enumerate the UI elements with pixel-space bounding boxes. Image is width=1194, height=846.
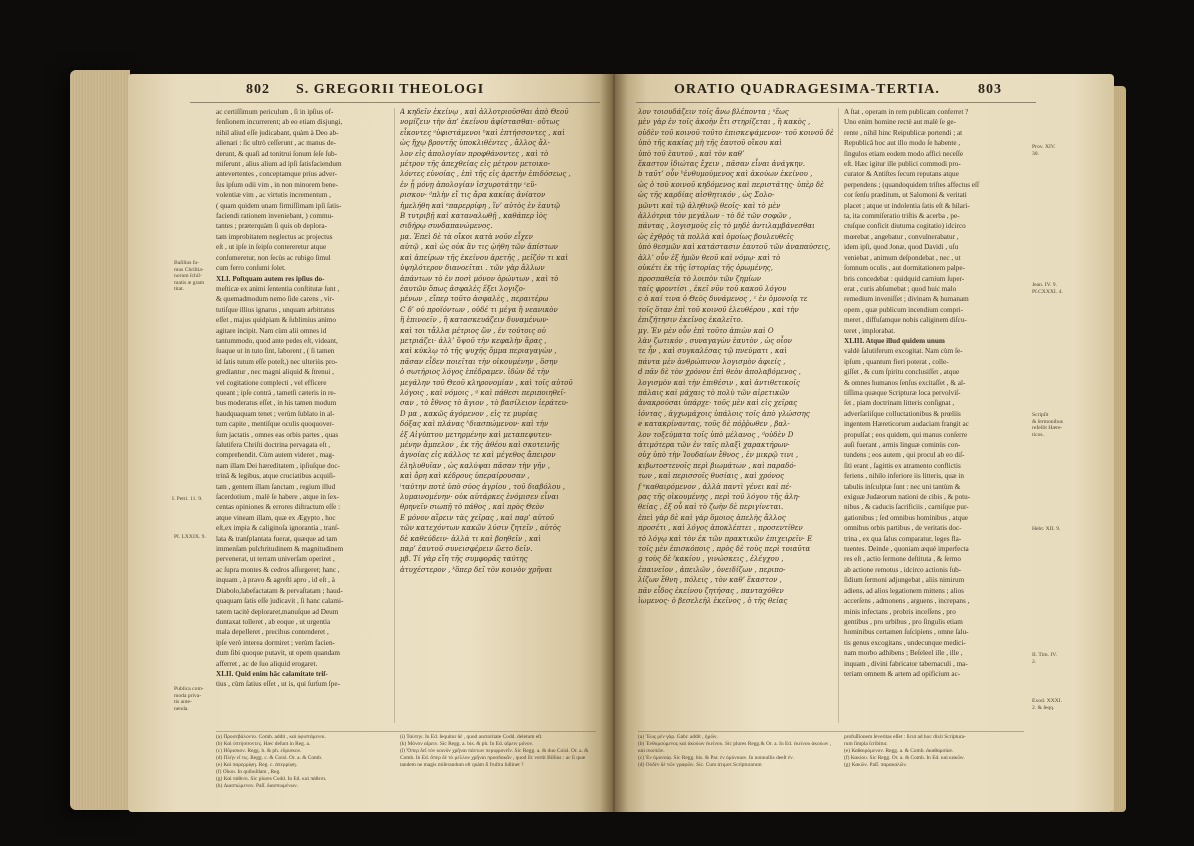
text-line: προσπαθεία τὸ λοιπὸν τῶν ζημίων — [638, 274, 762, 283]
column-divider-left — [394, 108, 395, 723]
text-line: τοῖς ὅταν ἐπὶ τοῦ κοινοῦ ἐλευθέρου , καὶ τὴν — [638, 305, 799, 314]
footnote-line: profuſſionem ſeveritas eſſet : ſicut ad hoc dixit Scriptura- — [844, 734, 966, 740]
text-line: σαν , τὸ ἔθνος τὸ ἅγιον , τὸ βασίλειον ἱεράτευ- — [400, 399, 569, 408]
text-line: ac ſupra montes & cedros aſſurgeret; hanc , — [216, 565, 340, 574]
text-line: E μόνον αἴρειν τὰς χεῖρας , καὶ παρ’ αὐτοῦ — [400, 513, 555, 522]
text-line: meret , diffuſamque nobis caliginem diſcu- — [844, 316, 967, 325]
text-line: ἁπάντων τὸ ἐν ποσὶ μόνον ὁρώντων , καὶ τὸ — [400, 274, 559, 283]
text-line: ὡς ἐχθρὸς τὰ πολλὰ καὶ ὁμοίως βουλευθεῖς — [638, 232, 794, 241]
text-line: agitare incipit. Nam cùm alii omnes id — [216, 326, 327, 335]
text-line: ἐπιζήτησιν ἐκεῖνος ἐκαλεῖτο. — [638, 316, 743, 325]
text-line: tam improbitatem neglectus ac projectus — [216, 232, 333, 241]
text-line: remedium inveniſſet ; divinam & humanam — [844, 295, 969, 304]
text-line: vel cogitatione complecti , vel efficere — [216, 378, 327, 387]
text-line: ⁱταύτην ποτὲ ὑπὸ σύος ἀγρίου , τοῦ διαβόλου , — [400, 482, 565, 491]
text-line: ſus ipſum odii vim , in non minorem bene- — [216, 180, 338, 189]
text-line: nam illam Dei hæreditatem , ipſiuſque doc- — [216, 461, 340, 470]
text-line: placet ; atque ut indolentia ſatis eſt & hilari- — [844, 201, 970, 210]
text-line: ἐπαινεῖον , ἀπειλῶν , ὀνειδίζων , περιπο- — [638, 565, 786, 574]
text-line: atque vineam illam, quæ ex Ægypto , hoc — [216, 513, 336, 522]
text-line: θείας , ἐξ οὗ καὶ τὸ ζωὴν δὲ περιγίνεται. — [638, 503, 784, 512]
text-line: tutiſque illius ignarus , unquam arbitratus — [216, 305, 335, 314]
text-line: gentibus , pro urbibus , pro ſingulis etiam — [844, 617, 963, 626]
text-line: bris concedebat : quidquid carnium ſuper- — [844, 274, 965, 283]
margin-note-hebr: Hebr. XII. 9. — [1032, 526, 1061, 532]
right-running-head: ORATIO QUADRAGESIMA-TERTIA. — [674, 82, 940, 97]
text-line: A ſtat , operam in rem publicam conferret ? — [844, 108, 969, 116]
text-line: πάντα μὲν ἀνθρώπινον λογισμὸν ἀφιείς , — [638, 357, 786, 366]
footnote-line: (g) Κακῶν. Paſſ. παρακαλῶν. — [844, 762, 908, 768]
text-line: ctuſque conficit diuturna cogitatio) idcirco — [844, 222, 966, 231]
text-line: πάλαις καὶ μάχαις τὸ πολὺ τῶν αἱρετικῶν — [638, 388, 790, 397]
text-line: erat , curis abſumebat ; quod huic malo — [844, 284, 957, 293]
text-line: μὲν γὰρ ἐν τοῖς ἀκοὴν ἔτι στηρίζεται , ἢ κακὸς , — [638, 118, 811, 127]
text-line: d πᾶν δὲ τὸν χρόνον ἐπὶ θεὸν ἀπολαβόμενος , — [638, 368, 801, 377]
text-line: ὑπὸ θεσμῶν καὶ κατάστασιν ἑαυτοῦ τῶν ἀναπαύσεις, — [638, 243, 831, 252]
text-line: ὑπὸ τοῦ ἑαυτοῦ , καὶ τὸν καθ’ — [638, 149, 745, 158]
text-line: A κηδεῖν ἐκείνῳ , καὶ ἀλλοτριοῦσθαι ἀπὸ Θεοῦ — [400, 108, 569, 116]
footnote-line: (c) Ἐν ὁμονοίᾳ. Sic Regg. bis. & Par. ἐν ὁμόνοιαν. In nonnullis deeſt ἐν. — [638, 755, 794, 761]
text-line: rente , nihil hinc Reipublicæ portendi ; at — [844, 128, 963, 137]
text-line: ſuaque ut in tuto ſint, laborent , ( ſi tamen — [216, 347, 335, 356]
text-line: comprehendit. Cùm autem videret , mag- — [216, 451, 335, 460]
text-line: bus moderatus eſſet , in his tamen modum — [216, 399, 337, 408]
text-line: tum capite , mentiſque oculis quoquover- — [216, 420, 335, 429]
text-line: valdè ſalutiferum excogitat. Nam cùm ſe- — [844, 347, 963, 356]
footnote-line: (b) Καὶ ὑπτήσσοντες. Hæc deſunt in Reg. a. — [216, 741, 311, 747]
text-line: λόγοις , καὶ νόμοις , ᵍ καὶ πάθεσι περιποιηθεῖ- — [400, 388, 566, 397]
text-line: opem , quæ publicum incendium compri- — [844, 305, 963, 314]
text-line: teret , implorabat. — [844, 326, 896, 335]
footnote-line: (f) Κακίου. Sic Regg. Or. a. & Comb. In Ed. καὶ κακῶν. — [844, 755, 965, 761]
text-line: καὶ τοι τἄλλα μέτριος ὤν , ἐν τούτοις οὐ — [400, 326, 546, 335]
text-line: tam , gentem illam ſanctam , regium illud — [216, 482, 336, 491]
text-line: & quemadmodum nemo ſide carens , vir- — [216, 295, 335, 304]
text-line: perpendens ; (quandoquidem triſtes affectus eſſ — [844, 180, 979, 189]
text-line: καὶ ὄρη καὶ κέδρους ὑπεραίρουσαν , — [400, 472, 530, 481]
text-line: mala depelleret , precibus contenderet , — [216, 628, 329, 637]
text-line: προσέτι , καὶ λόγος ἀποκλέπτει , προσεντίθεν — [638, 524, 803, 533]
text-line: ρας τῆς οἰκουμένης , περὶ τοῦ λόγου τῆς ἀλη- — [638, 493, 801, 502]
page-edges-right — [1112, 86, 1126, 812]
text-line: ὑψηλότερον διανοεῖται . τῶν γὰρ ἄλλων — [400, 264, 545, 273]
text-line: miſerunt , alius alium ad ipſi ſatisfaciendum — [216, 160, 342, 169]
footnote-line: (d) Οὐδὲν δὲ τῶν γραφῶν. Sic. Cum ἀτιμοτ.Scripturarum — [638, 762, 762, 768]
text-line: omnibus orbis partibus , de veritatis doc- — [844, 524, 962, 533]
text-line: μέτρον τῆς ἀπεχθείας εἰς μέτρον μετοικο- — [400, 160, 551, 169]
text-line: ingentem Hæreticorum audaciam frangit ac — [844, 420, 969, 429]
right-page-number: 803 — [978, 82, 1002, 97]
text-line: ſet , piam doctrinam litteris conſignat , — [844, 399, 955, 408]
text-line: queant ; ipſe contrà , tametſi cæteris in re- — [216, 388, 336, 397]
footnote-line: (a) Προσεβάλοντο. Comb. addit , καὶ ὑφιστάμενοι. — [216, 734, 326, 740]
header-rule-right — [636, 102, 1036, 103]
text-line: b ταῦτ’ οὖν ᵇἐνθυμούμενος καὶ ἀκούων ἐκείνου , — [638, 170, 813, 179]
text-line: ταῖς φροντίσι , ἐκεῖ νῦν τοῦ κακοῦ λόγου — [638, 284, 787, 293]
text-line: tantummodo, quod ante pedes eſt, videant, — [216, 336, 338, 345]
text-line: tius , cùm ſatius eſſet , ut is, qui ſurſum ſpe- — [216, 680, 340, 689]
text-line: θρηνεῖν σιωπῇ τὸ πάθος , καὶ πρὸς Θεὸν — [400, 503, 545, 512]
book-gutter — [600, 74, 628, 812]
text-line: auſi fuerant , armis linguæ cominùs con- — [844, 441, 961, 449]
text-line: nihil aliud eſſe judicabant, quàm à Deo ab- — [216, 128, 339, 137]
text-line: Diabolo,labefactatam & pervaſtatam ; haud- — [216, 586, 343, 595]
text-line: propulſat ; eos quidem, qui manus conſerre — [844, 430, 968, 439]
footnote-rule-right — [638, 731, 1024, 732]
margin-note-exod: Exod. XXXI. 2. & ſeqq. — [1032, 698, 1062, 711]
text-line: ἰωμενος· ὁ βεσελεὴλ ἐκεῖνος , ὁ τῆς θείας — [638, 597, 788, 606]
text-line: νομίζειν τὴν ἀπ’ ἐκείνου ἀφίστασθαι· οὕτως — [400, 118, 560, 127]
right-footnotes-greek — [638, 734, 834, 804]
left-page-number: 802 — [246, 82, 270, 97]
text-line: dum ſibi quoque putavit, ut opem quandam — [216, 649, 340, 658]
left-page — [128, 74, 614, 812]
text-line: καὶ κύκλῳ τὸ τῆς ψυχῆς ὄμμα περιαγαγὼν , — [400, 347, 557, 356]
text-line: inquam , à pravo & agreſti apro , id eſt , à — [216, 576, 335, 585]
text-line: μένων , εἴπερ τοῦτο ἀσφαλὲς , περαιτέρω — [400, 295, 549, 304]
text-line: ( quam quidem unam firmiſſimam ipſi ſatis- — [216, 201, 342, 210]
text-line: ſomnum oculis , aut dormitationem palpe- — [844, 264, 965, 273]
text-line: meſticæ ex animi ſententia conſtitutæ ſunt , — [216, 284, 340, 293]
page-edges-left — [70, 70, 130, 810]
text-line: mœrebat , angebatur , convulnerabatur , — [844, 232, 959, 241]
margin-note-jean: Jean. IV. 9. Pſ.CXXXI. 4. — [1032, 282, 1063, 295]
text-line: λὰν ζωτικόν , συναγαγὼν ἑαυτὸν , ὡς οἶον — [638, 336, 792, 345]
text-line: τοῖς μὲν ἐπισκόποις , πρὸς δὲ τοὺς περὶ τοιαῦτα — [638, 545, 811, 554]
text-line: ἰόντας , ἀγχωμάχοις ὑπάλοις τοῖς ἀπὸ γλώσσης — [638, 409, 810, 418]
text-line: C δ’ οὐ προϊόντων , οὐδέ τι μέγα ἢ νεανικὸν — [400, 305, 558, 314]
text-line: derunt, & quaſi ad tonitrui ſonum ſeſe ſub- — [216, 149, 337, 158]
right-footnotes-latin — [844, 734, 1024, 804]
text-line: λον εἰς ἀπολογίαν προφθάνοντες , καὶ τὸ — [400, 149, 549, 158]
footnote-line: rum ſimpla ſcribitur. — [844, 741, 888, 747]
text-line: ὡς τῆς καρδίας αἰσθητικόν , ὡς Σολο- — [638, 191, 775, 200]
text-line: c ὁ καί τινα ὁ Θεὸς δυνάμενος , ᶜ ἐν ὁμονοίᾳ τε — [638, 295, 808, 304]
text-line: ἀλλ’ οὖν ἐξ ἡμῶν θεοῦ καὶ νόμῳ· καὶ τὸ — [638, 253, 781, 262]
text-line: λυμαινομένην· οὐκ αὐτάρκες ἐνόμισεν εἶναι — [400, 493, 559, 502]
text-line: teriam omnem & artem ad opificium ac- — [844, 669, 961, 678]
text-line: cor ſenſu præditum, ut Salomoni & veritati — [844, 191, 967, 200]
text-line: ipſe verò interea dormiret ; verùm facien- — [216, 638, 335, 647]
text-line: eſt,ex impia & caliginoſa ignorantia , tranſ- — [216, 524, 340, 533]
text-line: μῶντι καὶ τῷ ἀληθινῷ θεοῖς· καὶ τὸ μὲν — [638, 201, 781, 210]
text-line: feriens , nihilo inferiore iis litteris, quæ in — [844, 472, 964, 481]
text-line: eſt. Hæc igitur ille publici commodi pro- — [844, 160, 961, 169]
text-line: λίζων ἔθνη , πόλεις , τὸν καθ’ ἕκαστον , — [638, 576, 782, 585]
text-line: ἀνακρούσαι ὑπάρχε· τοῦς μὲν καὶ εἰς χεῖρας — [638, 399, 798, 408]
text-line: tatem tacitè deploraret,manuſque ad Deum — [216, 607, 339, 616]
footnote-line: (f) Οἴκοι. In quibuſdam , Reg. — [216, 769, 281, 775]
text-line: των , καὶ περισσοῖς θυσίαις , καὶ χρόνος — [638, 472, 784, 481]
margin-note-scripsit: Scripſit & ſermonibus refellit Hære- ticos. — [1032, 412, 1063, 438]
text-line: ἕκαστον ἰδιώτας ἔχειν , πᾶσαν εἶναι ἀνάγκην. — [638, 160, 805, 169]
text-line: conſumeretur, non ſecùs ac rubigo ſimul — [216, 253, 331, 262]
text-line: ὁ σωτήριος λόγος ἐπέδραμεν. ἰδὼν δὲ τὴν — [400, 368, 550, 377]
text-line: ipſum , quantum fieri poterat , colle- — [844, 357, 949, 366]
right-latin-column — [844, 107, 1024, 727]
text-line: veniebat , animum deſpondebat , nec , ut — [844, 253, 961, 262]
margin-note-publica: Publica com- moda priva- tis ante- nenda. — [174, 686, 204, 712]
text-line: ἀλλότρια τὸν μεγάλων · τὸ δὲ τῶν σοφῶν , — [638, 212, 792, 221]
text-line: ab actione remotus , idcirco actionis ſub- — [844, 565, 962, 574]
header-rule-left — [190, 102, 600, 103]
text-line: παρ’ ἑαυτοῦ συνεισφέρειν ὤετο δεῖν. — [400, 545, 533, 554]
text-line: αὐτῷ , καὶ ὡς οὐκ ἂν τις ᾠήθη τῶν ἀπίστων — [400, 243, 558, 252]
text-line: res eſt , actio ſermone deſtituta , & ſermo — [844, 555, 961, 564]
footnote-line: (e) Καὶ παρερρίφη. Reg. c. ἀπερρίφη. — [216, 762, 297, 768]
text-line: idem ipſi, quod Jonæ, quod Davidi , uſu — [844, 243, 959, 252]
text-line: eſſet , majus quidpiam & ſublimius animo — [216, 316, 336, 325]
left-footnotes-latin — [216, 734, 394, 804]
text-line: τῶν κατεχόντων κακῶν λύσιν ζητεῖν , αὐτὸς — [400, 524, 561, 533]
text-line: & omnes humanos ſenſus excitaſſet , & al- — [844, 378, 966, 387]
text-line: οὐκέτι ἐκ τῆς ἱστορίας τῆς ὁρωμένης, — [638, 264, 773, 273]
text-line: tis genus excogitans , undecunque medici- — [844, 638, 966, 647]
text-line: ἀτυχέστερον , ᵏὅπερ δεῖ τὸν κοινὸν χρῆναι — [400, 565, 553, 574]
text-line: ἢ ἐπινοεῖν , ἢ κατασκευάζειν δυναμένων· — [400, 316, 549, 325]
footnote-line: (g) Καὶ πάθεσι. Sic plures Codd. In Ed. καὶ πάθεσι. — [216, 776, 327, 782]
footnote-line: (k) Μόνον αἴρειν. Sic Regg. a. bis. & ph. In Ed. αἴρειν μόνον. — [400, 741, 534, 747]
text-line: tiſſima quæque Scripturæ loca pervolviſ- — [844, 388, 961, 397]
text-line: ἐξ Αἰγύπτου μετηρμένην καὶ μεταπεφυτευ- — [400, 430, 552, 439]
text-line: μγ. Ἐν μὲν οὖν ἐπὶ τοῦτο ἀπιὼν καὶ Ο — [638, 326, 774, 335]
text-line: tundens ; eos autem , qui procul ab eo diſ- — [844, 451, 965, 460]
text-line: ἐν ᾗ μόνῃ ἀπολογίαν ἰσχυροτάτην ᶜεὕ- — [400, 180, 537, 189]
text-line: tantes ; præterquàm ſi quis ob deplora- — [216, 222, 327, 231]
footnote-line: (c) Ηὕρισκον. Regg. b. & ph. εὕρισκον. — [216, 748, 302, 754]
text-line: τε ἦν , καὶ συγκαλέσας τῷ πνεύματι , καὶ — [638, 347, 787, 356]
text-line: quaquam ſatis eſſe judicavit , ſi hanc calami- — [216, 597, 344, 606]
text-line: ἐληλυθυῖαν , ὡς καλύψαι πᾶσαν τὴν γῆν , — [400, 461, 550, 470]
text-line: adiens, ad alios legationem mittens ; alios — [844, 586, 964, 595]
footnote-line: (a) Ἕως μὲν γὰρ. Gabr. addit , ἡμῶν. — [638, 734, 718, 740]
text-line: giſſet , & cum ſpiritu conclusiſſet , atque — [844, 368, 960, 377]
text-line: nibus , & caducis ſacrificiis , carniſque pur- — [844, 503, 969, 512]
text-line: ſum jactatis , omnes eas orbis partes , quas — [216, 430, 339, 439]
text-line: μεγάλην τοῦ Θεοῦ κληρονομίαν , καὶ τοῖς αὐτοῦ — [400, 378, 573, 387]
text-line: δὲ καθεύδειν· ἀλλὰ τι καὶ βοηθεῖν , καὶ — [400, 534, 542, 543]
text-line: λόντες εὐνοίας , ἐπὶ τῆς εἰς ἀρετὴν ἐπιδόσεως , — [400, 170, 571, 179]
footnote-line: (l) Ὅπερ δεῖ τὸν κοινὸν χρῆναι πάντων περιφρονεῖν. Sic Regg. a. & duo Coisl. Or. a. & Comb. In Ed. ὅπερ δὲ τὸ μέλλον χρῆναι προσδοκᾶν , quod ſic vertit Billius : ac ſi quæ tandem ne magis miſerandum eſt quàm ſi fruſtra ſuſtinet ? — [400, 748, 589, 768]
text-line: ἀγνοίας εἰς κάλλος τε καὶ μέγεθος ἄπειρον — [400, 451, 556, 460]
margin-note-petri: I. Petri. 11. 9. — [172, 496, 203, 502]
right-page — [612, 74, 1114, 812]
text-line: ἠμελήθη καὶ ᵉπαρερρίφη , ἵν’ αὐτὸς ἐν ἑαυτῷ — [400, 201, 560, 210]
text-line: ὑπὸ τῆς κακίας μὴ τῆς ἐαυτοῦ οἴκου καὶ — [638, 139, 782, 148]
text-line: accerſens , admonens , arguens , increpans , — [844, 597, 970, 606]
right-greek-column — [638, 107, 834, 727]
text-line: δόξας καὶ πλάνας ʰδιασπώμενον· καὶ τὴν — [400, 420, 549, 429]
text-line: ſacerdotium , malè ſe habere , atque in ſex- — [216, 493, 339, 502]
text-line: afferret , ac de ſuo aliquid erogaret. — [216, 659, 318, 668]
text-line: μένην ἄμπελον , ἐκ τῆς ἀθέου καὶ σκοτεινῆς — [400, 441, 560, 449]
text-line: inquam , divini fabricator tabernaculi , ma- — [844, 659, 968, 668]
footnote-line: (b) Ἐνθυμούμενος καὶ ἀκούων ἐκείνου. Sic plures Regg.& Or. a. In Ed. ἐκείνου ἀκούων , καὶ σκοπῶν. — [638, 741, 832, 754]
text-line: ſidium ſermoni adjungebat , aliis nimirum — [844, 576, 965, 585]
margin-note-prov: Prov. XIV. 30. — [1032, 144, 1056, 157]
text-line: πᾶν εἶδος ἐκείνου ζητήσας , πανταχόθεν — [638, 586, 784, 595]
text-line: Republicâ hoc aut illo modo ſe habente , — [844, 139, 961, 148]
text-line: volentiæ vim , ac virtutis incrementum , — [216, 191, 331, 200]
footnote-line: (d) Πλὴν εἴ τις. Regg. c. & Coisl. Or. a. & Comb. — [216, 755, 323, 761]
text-line: XLIII. Atque illud quidem unum — [844, 336, 945, 345]
text-line: adverſariiſque colluctationibus & prœliis — [844, 409, 961, 418]
text-line: gationibus ; ſed omnibus hominibus , atque — [844, 513, 968, 522]
text-line: eſt , ut ipſe in ſeipſo contereretur atque — [216, 243, 327, 252]
text-line: ſiti erant , ſagittis ex atramento conflictis — [844, 461, 961, 470]
text-line: tabulis inſculptæ ſunt : nec uni tantùm & — [844, 482, 961, 491]
text-line: μετριάζει· ἀλλ’ ὕψοῦ τὴν κεφαλὴν ἄρας , — [400, 336, 547, 345]
text-line: id ſatis tutum eſſe poteſt,) nec ulteriùs pro- — [216, 357, 338, 366]
text-line: σιδήρῳ συνδαπανώμενος. — [400, 222, 493, 231]
left-running-head: S. GREGORII THEOLOGI — [296, 82, 485, 97]
text-line: XLI. Poſtquam autem res ipſius do- — [216, 274, 325, 283]
footnote-line: (h) Διασπώμενον. Paſſ. διασπωμένων. — [216, 783, 298, 789]
text-line: πάντας , λογισμοὺς εἰς τὸ μηδὲ ἀντιλαμβάνεσθαι — [638, 222, 815, 231]
text-line: duntaxat tolleret , ab eoque , ut urgentia — [216, 617, 331, 626]
text-line: ἀτιμότερα τῶν ἐν ταῖς πλαξὶ χαρακτήρων· — [638, 441, 790, 449]
left-footnotes-greek — [400, 734, 596, 804]
text-line: ὡς ὁ τοῦ κοινοῦ κηδόμενος καὶ περιστάτης· ὑπὲρ δὲ — [638, 180, 824, 189]
text-line: grediantur , nec magni aliquid & ſtrenui , — [216, 368, 334, 377]
text-line: trina , ex qua ſalus comparatur, leges fla- — [844, 534, 962, 543]
text-line: ἐπεὶ γὰρ δὲ καὶ γὰρ ὅμοιος ἀπελὴς ἄλλος — [638, 513, 786, 522]
text-line: D μα , κακῶς ἀγόμενον , εἰς τε μυρίας — [400, 409, 538, 418]
text-line: μα. Ἐπεὶ δὲ τὰ οἴκοι κατὰ νοῦν εἶχεν — [400, 232, 533, 241]
text-line: g τοὺς δὲ ᶠκακίου , γινώσκεις , ἐλέγχου , — [638, 555, 784, 564]
text-line: cum ferro conſumi ſolet. — [216, 264, 286, 273]
text-line: τὸ λόγῳ καὶ τὸν ἐκ τῶν πρακτικῶν ἐπιχειρεῖν· E — [638, 534, 813, 543]
text-line: e κατακρίναντας, τοῦς δὲ πόῤῥωθεν , βαλ- — [638, 420, 790, 429]
text-line: exiguæ Judæorum nationi de cibis , & potu- — [844, 493, 971, 502]
text-line: antevertentes , conceptamque prius adver- — [216, 170, 337, 179]
margin-note-basil: Baſilius ſu- mus Chriſtia- norum ſchiſ- matis æ gram titat. — [174, 260, 205, 293]
text-line: ſingulos etiam eodem modo affici neceſſe — [844, 149, 964, 158]
text-line: B τυτριβῇ καὶ καταναλωθῇ , καθάπερ ἰὸς — [400, 212, 547, 221]
text-line: minis infectans , probris inceſſens , pro — [844, 607, 956, 616]
margin-note-tim: II. Tim. IV. 2. — [1032, 652, 1057, 665]
text-line: immenſam pulchritudinem & magnitudinem — [216, 545, 344, 554]
text-line: λογισμὸν καὶ τὴν ἐπιθέσιν , καὶ ἀντιθετικοῖς — [638, 378, 800, 387]
text-line: trinâ & legibus, atque cruciatibus acquiſi- — [216, 472, 336, 481]
text-line: haudquaquam tenet ; verùm ſublato in al- — [216, 409, 335, 418]
column-divider-right — [838, 108, 839, 723]
text-line: fenſionem incurrerent; ab eo etiam disjungi, — [216, 118, 343, 127]
text-line: lata & tranſplantata fuerat, quæque ad tam — [216, 534, 338, 543]
text-line: ρισκον· ᵈπλὴν εἴ τις ἄρα κακίας ἀνίατον — [400, 191, 546, 200]
footnote-line: (e) Καθαιρόμενον. Regg. a. & Comb. ἀκαθαρσίαν. — [844, 748, 954, 754]
text-line: nam morbo adhibens ; Beſeleel ille , ille , — [844, 649, 963, 658]
text-line: pervenerat, ut terram univerſam operiret , — [216, 555, 335, 564]
text-line: f ᵉκαθαιρόμενον , ἀλλὰ παντὶ γένει καὶ πέ- — [638, 482, 792, 491]
margin-note-psalm: Pſ. LXXIX. 9. — [174, 534, 206, 540]
text-line: καὶ ἀπείρων τῆς ἐκείνου ἀρετῆς , μεῖζόν τι καὶ — [400, 253, 569, 262]
left-greek-column — [400, 107, 596, 727]
text-line: μβ. Τί γὰρ εἴη τῆς συμφορᾶς ταύτης — [400, 555, 528, 564]
left-latin-column — [216, 107, 390, 727]
text-line: λον τοξεύματα τοῖς ὑπὸ μέλανος , ᵈοὐδὲν D — [638, 430, 794, 439]
text-line: λον τοιουδάζειν τοῖς ἄνω βλέποντα ; ᵃἕως — [638, 108, 789, 116]
text-line: ta, ita commiſeratio triſtis & acerba , pe- — [844, 212, 960, 221]
text-line: centas opiniones & errores diſtractum eſſe : — [216, 503, 341, 512]
text-line: ἑαυτῶν ὅπως ἀσφαλὲς ἕξει λογιζο- — [400, 284, 526, 293]
text-line: curator & Antiſtes ſecum reputans atque — [844, 170, 959, 179]
text-line: faciendi rationem inveniebant, ) commu- — [216, 212, 334, 221]
footnote-line: (i) Ταύτην. In Ed. ſequitur δὲ , quod auctoritate Codd. deletum eſt. — [400, 734, 543, 740]
text-line: εἶκοντες ᵃὑφιστάμενοι ᵇκαὶ ἐπτήσσοντες , καὶ — [400, 128, 565, 137]
text-line: tuentes. Deinde , quoniam æquè imperfecta — [844, 545, 969, 554]
text-line: ſalutifera Chriſti doctrina pervagata eſt , — [216, 441, 331, 449]
text-line: κιβωτοστενοῖς περὶ βιωμάτων , καὶ παραδό- — [638, 461, 796, 470]
text-line: ὡς ἤχῳ βροντῆς ὑποκλιθέντες , ἄλλος ἄλ- — [400, 139, 550, 148]
text-line: alienari : ſic ultrò ceſſerunt , ac manus de- — [216, 139, 336, 148]
text-line: XLII. Quid enim hâc calamitate triſ- — [216, 669, 328, 678]
text-line: ac certiſſimum periculum , ſi in ipſius of- — [216, 108, 334, 116]
text-line: Uno enim homine rectè aut malè ſe ge- — [844, 118, 956, 127]
text-line: οὐδὲν τοῦ κοινοῦ τοῦτο ἐπισκεψάμενον· τοῦ κοινοῦ δὲ — [638, 128, 834, 137]
footnote-rule-left — [216, 731, 596, 732]
text-line: hominibus certamen ſuſcipiens , omne ſalu- — [844, 628, 969, 637]
text-line: οὐχ ὑπὸ τὴν Ἰουδαίων ἔθνος , ἐν μικρῷ τινι , — [638, 451, 799, 460]
text-line: πᾶσαν εἶδεν ποιεῖται τὴν οἰκουμένην , ὅσην — [400, 357, 558, 366]
